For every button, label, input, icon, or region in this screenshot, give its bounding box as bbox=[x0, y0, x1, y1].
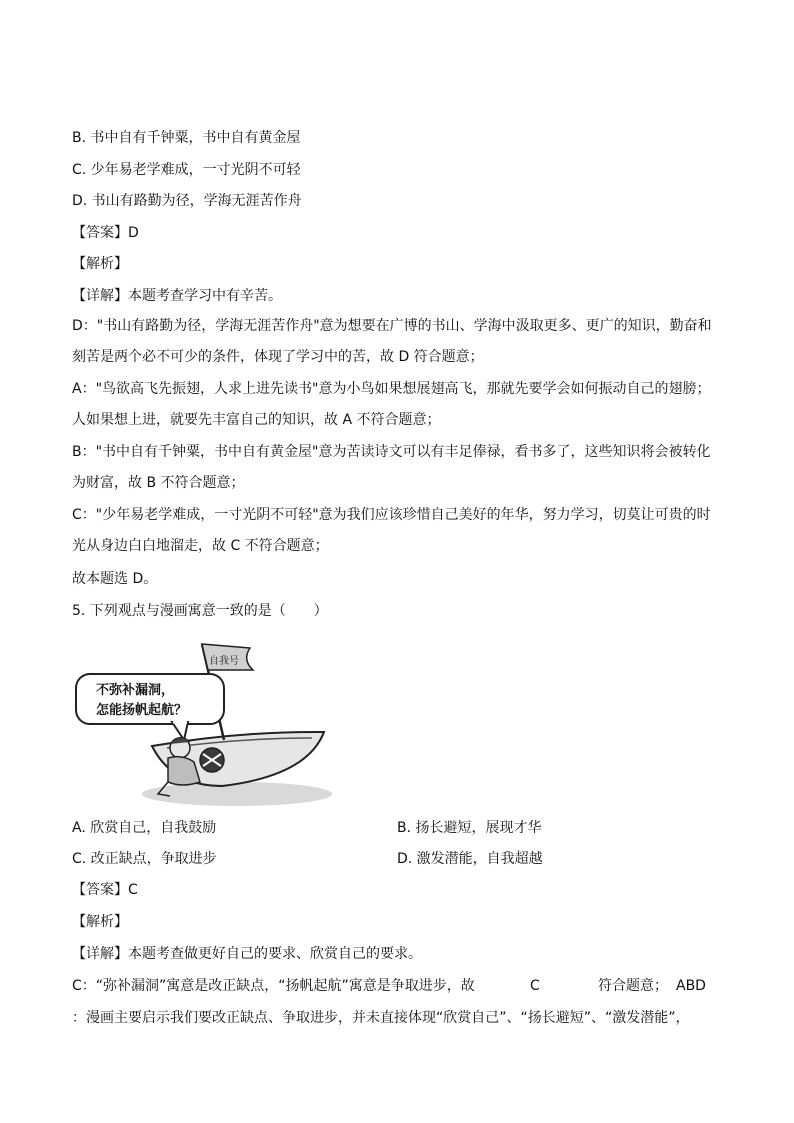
q4-option-c: C. 少年易老学难成，一寸光阴不可轻 bbox=[72, 162, 301, 178]
q5-explain-c-part1: C：“弥补漏洞”寓意是改正缺点，“扬帆起航”寓意是争取进步，故 bbox=[72, 978, 475, 994]
q5-question: 5. 下列观点与漫画寓意一致的是（ ） bbox=[72, 603, 328, 619]
q4-detail: 【详解】本题考查学习中有辛苦。 bbox=[72, 288, 282, 304]
q5-option-d: D. 激发潜能，自我超越 bbox=[397, 851, 543, 867]
q5-analysis-label: 【解析】 bbox=[72, 914, 128, 930]
q5-option-b: B. 扬长避短，展现才华 bbox=[397, 820, 542, 836]
q4-explain-c: C："少年易老学难成，一寸光阴不可轻"意为我们应该珍惜自己美好的年华，努力学习，切莫让可贵的时光从身边白白地溜走，故 C 不符合题意； bbox=[72, 507, 711, 554]
bubble-line-2: 怎能扬帆起航？ bbox=[96, 703, 188, 718]
ground-shadow bbox=[142, 782, 332, 806]
q4-option-d: D. 书山有路勤为径，学海无涯苦作舟 bbox=[72, 193, 302, 209]
q5-last-line: ：漫画主要启示我们要改正缺点、争取进步，并未直接体现“欣赏自己”、“扬长避短”、“激发潜能”， bbox=[72, 1010, 690, 1026]
q4-conclusion: 故本题选 D。 bbox=[72, 571, 158, 587]
q5-explain-c-part4: ABD bbox=[676, 978, 706, 994]
q4-explain-d: D："书山有路勤为径，学海无涯苦作舟"意为想要在广博的书山、学海中汲取更多、更广的知识，勤奋和刻苦是两个必不可少的条件，体现了学习中的苦，故 D 符合题意； bbox=[72, 318, 712, 365]
q5-explain-c-part3: 符合题意； bbox=[598, 978, 668, 994]
q5-answer: 【答案】C bbox=[72, 882, 138, 898]
q5-option-a: A. 欣赏自己，自我鼓励 bbox=[72, 820, 217, 836]
q5-option-c: C. 改正缺点，争取进步 bbox=[72, 851, 217, 867]
q4-option-b: B. 书中自有千钟粟，书中自有黄金屋 bbox=[72, 130, 301, 146]
q5-explain-c-part2: C bbox=[530, 978, 540, 994]
bubble-line-1: 不弥补漏洞， bbox=[96, 683, 175, 698]
q4-explain-b: B："书中自有千钟粟，书中自有黄金屋"意为苦读诗文可以有丰足俸禄，看书多了，这些知识将会被转化为财富，故 B 不符合题意； bbox=[72, 444, 711, 491]
q4-analysis-label: 【解析】 bbox=[72, 256, 128, 272]
q4-answer: 【答案】D bbox=[72, 225, 139, 241]
q5-detail: 【详解】本题考查做更好自己的要求、欣赏自己的要求。 bbox=[72, 946, 422, 962]
comic-illustration bbox=[72, 636, 332, 812]
flag-text: 自我号 bbox=[209, 656, 239, 667]
q4-explain-a: A："鸟欲高飞先振翅，人求上进先读书"意为小鸟如果想展翅高飞，那就先要学会如何振动自己的翅膀；人如果想上进，就要先丰富自己的知识，故 A 不符合题意； bbox=[72, 381, 711, 428]
